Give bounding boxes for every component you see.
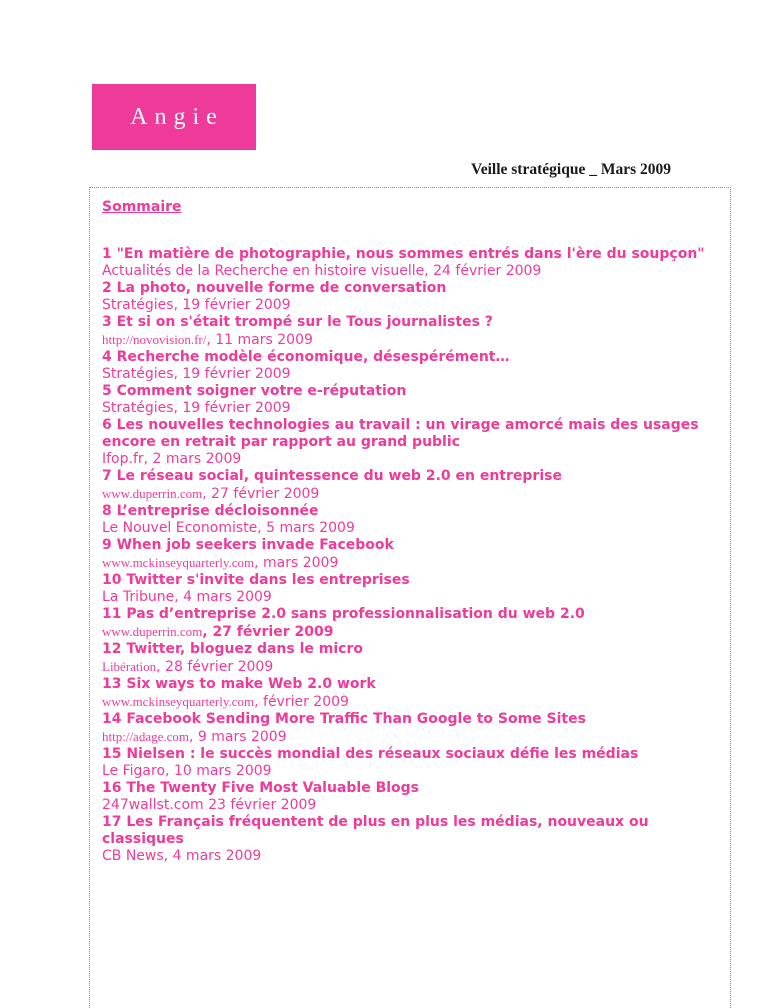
list-item[interactable] — [102, 417, 722, 468]
entry-date: , 4 mars 2009 — [163, 848, 262, 864]
list-item[interactable] — [102, 537, 722, 572]
entry-date: , 10 mars 2009 — [165, 763, 272, 779]
entry-title[interactable]: 7 Le réseau social, quintessence du web 2.0 en entreprise — [102, 468, 562, 484]
entry-source-line — [102, 763, 722, 780]
entry-source-line — [102, 848, 722, 865]
entry-date: , 27 février 2009 — [202, 486, 320, 502]
entry-source: 247wallst.com — [102, 797, 204, 813]
logo-text: Angie — [130, 103, 224, 130]
entry-title[interactable]: 11 Pas d’entreprise 2.0 sans professionnalisation du web 2.0 — [102, 606, 585, 622]
entry-date: , 5 mars 2009 — [257, 520, 355, 536]
entry-date: , 4 mars 2009 — [174, 589, 272, 605]
list-item[interactable] — [102, 349, 722, 383]
entry-source: Libération — [102, 659, 157, 674]
entry-title[interactable]: 2 La photo, nouvelle forme de conversation — [102, 280, 447, 296]
entry-title[interactable]: 8 L’entreprise décloisonnée — [102, 503, 319, 519]
entry-date: , 28 février 2009 — [156, 659, 274, 675]
list-item[interactable] — [102, 383, 722, 417]
entry-title[interactable]: 12 Twitter, bloguez dans le micro — [102, 641, 363, 657]
entry-source: http://novovision.fr/ — [102, 332, 207, 347]
entry-title[interactable]: 14 Facebook Sending More Traffic Than Google to Some Sites — [102, 711, 586, 727]
list-item[interactable] — [102, 676, 722, 711]
list-item[interactable] — [102, 572, 722, 606]
entry-source: Stratégies — [102, 366, 174, 382]
entry-source-line — [102, 797, 722, 814]
list-item[interactable] — [102, 246, 722, 280]
list-item[interactable] — [102, 780, 722, 814]
sommaire-list — [102, 246, 722, 865]
entry-date: , 19 février 2009 — [173, 400, 291, 416]
entry-source: www.mckinseyquarterly.com — [102, 555, 255, 570]
list-item[interactable] — [102, 641, 722, 676]
entry-title[interactable]: 4 Recherche modèle économique, désespérément… — [102, 349, 510, 365]
entry-source-line — [102, 623, 722, 641]
entry-date: , 27 février 2009 — [202, 624, 334, 640]
list-item[interactable] — [102, 314, 722, 349]
list-item[interactable] — [102, 280, 722, 314]
entry-source: Le Nouvel Economiste — [102, 520, 258, 536]
entry-date: , 2 mars 2009 — [143, 451, 242, 467]
entry-source-line — [102, 263, 722, 280]
entry-source: www.duperrin.com — [102, 486, 203, 501]
document-title: Veille stratégique _ Mars 2009 — [470, 161, 671, 178]
entry-date: , 11 mars 2009 — [206, 332, 313, 348]
entry-source: La Tribune — [102, 589, 175, 605]
entry-source-line — [102, 658, 722, 676]
list-item[interactable] — [102, 503, 722, 537]
entry-source: CB News — [102, 848, 164, 864]
entry-source-line — [102, 589, 722, 606]
entry-source-line — [102, 400, 722, 417]
sommaire-section — [102, 196, 722, 865]
entry-source-line — [102, 485, 722, 503]
list-item[interactable] — [102, 814, 722, 865]
entry-title[interactable]: 13 Six ways to make Web 2.0 work — [102, 676, 376, 692]
entry-date: , 24 février 2009 — [424, 263, 542, 279]
entry-source-line — [102, 297, 722, 314]
entry-source-line — [102, 366, 722, 383]
list-item[interactable] — [102, 711, 722, 746]
entry-source: Actualités de la Recherche en histoire visuelle — [102, 263, 425, 279]
entry-title[interactable]: 5 Comment soigner votre e-réputation — [102, 383, 407, 399]
entry-source: http://adage.com — [102, 729, 190, 744]
entry-source-line — [102, 451, 722, 468]
entry-title[interactable]: 10 Twitter s'invite dans les entreprises — [102, 572, 410, 588]
entry-source-line — [102, 554, 722, 572]
entry-source: Ifop.fr — [102, 451, 144, 467]
entry-title[interactable]: 6 Les nouvelles technologies au travail : un virage amorcé mais des usages encore en retrait par rapport au grand public — [102, 417, 699, 450]
entry-title[interactable]: 1 "En matière de photographie, nous sommes entrés dans l'ère du soupçon" — [102, 246, 705, 262]
entry-source: Stratégies — [102, 297, 174, 313]
entry-title[interactable]: 17 Les Français fréquentent de plus en plus les médias, nouveaux ou classiques — [102, 814, 649, 847]
entry-date: , 9 mars 2009 — [189, 729, 287, 745]
entry-title[interactable]: 9 When job seekers invade Facebook — [102, 537, 394, 553]
entry-source: Le Figaro — [102, 763, 166, 779]
entry-source: www.duperrin.com — [102, 624, 203, 639]
entry-source: Stratégies — [102, 400, 174, 416]
entry-date: , février 2009 — [254, 694, 349, 710]
entry-source-line — [102, 693, 722, 711]
entry-date: 23 février 2009 — [203, 797, 317, 813]
entry-date: , 19 février 2009 — [173, 297, 291, 313]
entry-source-line — [102, 520, 722, 537]
angie-logo — [92, 84, 256, 150]
list-item[interactable] — [102, 606, 722, 641]
entry-date: , mars 2009 — [254, 555, 339, 571]
entry-date: , 19 février 2009 — [173, 366, 291, 382]
entry-title[interactable]: 15 Nielsen : le succès mondial des réseaux sociaux défie les médias — [102, 746, 639, 762]
entry-title[interactable]: 16 The Twenty Five Most Valuable Blogs — [102, 780, 420, 796]
sommaire-heading[interactable]: Sommaire — [102, 199, 182, 215]
entry-source-line — [102, 728, 722, 746]
entry-source: www.mckinseyquarterly.com — [102, 694, 255, 709]
entry-source-line — [102, 331, 722, 349]
list-item[interactable] — [102, 468, 722, 503]
entry-title[interactable]: 3 Et si on s'était trompé sur le Tous journalistes ? — [102, 314, 493, 330]
list-item[interactable] — [102, 746, 722, 780]
